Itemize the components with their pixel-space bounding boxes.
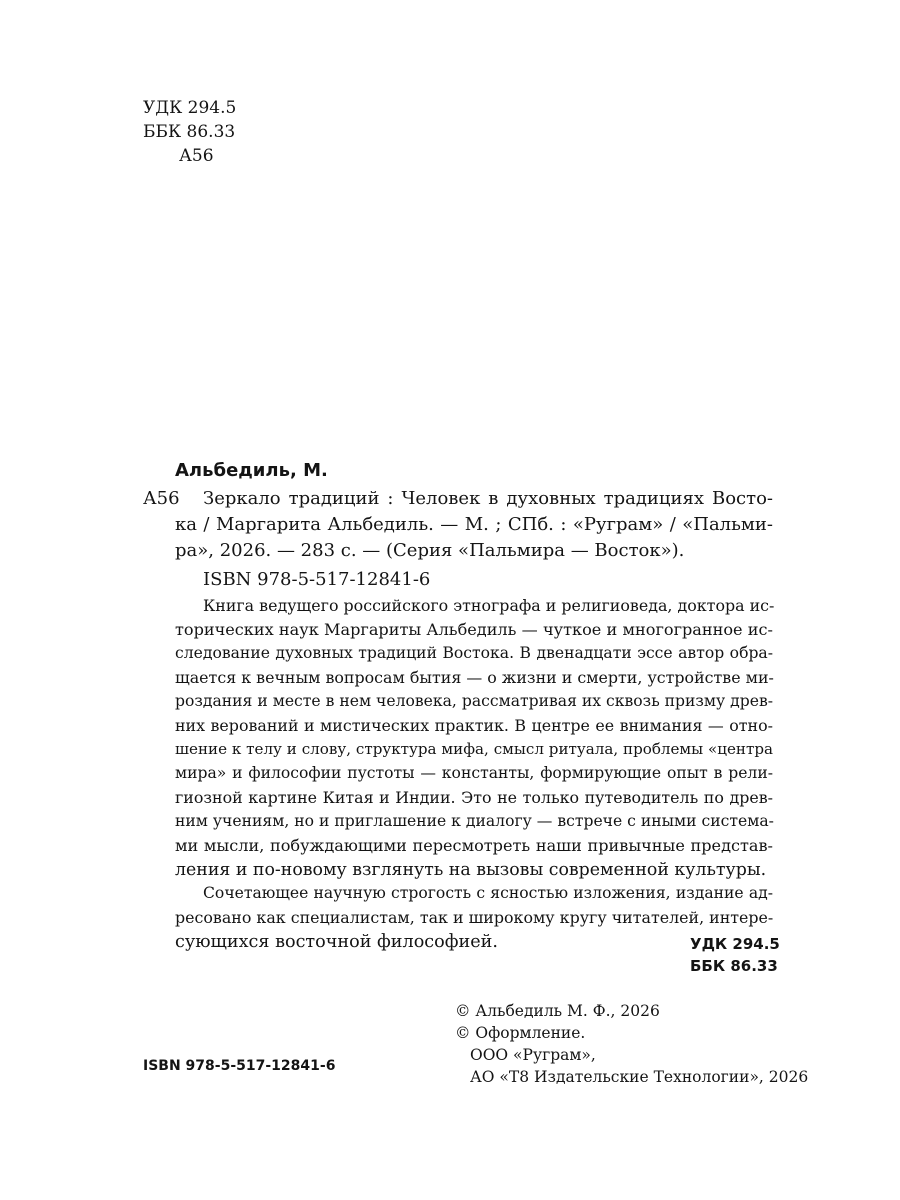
annotation-line: гиозной картине Китая и Индии. Это не только путеводитель по древ-: [175, 788, 773, 807]
annotation-line: шение к телу и слову, структура мифа, смысл ритуала, проблемы «центра: [175, 740, 773, 758]
annotation-line: Сочетающее научную строгость с ясностью изложения, издание ад-: [203, 884, 773, 902]
copyright-block: [455, 1000, 808, 1088]
biblio-line-1: Зеркало традиций : Человек в духовных традициях Восто-: [203, 488, 773, 509]
entry-isbn: ISBN 978-5-517-12841-6: [203, 569, 431, 590]
biblio-line-2: ка / Маргарита Альбедиль. — М. ; СПб. : «Руграм» / «Пальми-: [175, 514, 773, 535]
annotation-line: щается к вечным вопросам бытия — о жизни и смерти, устройстве ми-: [175, 668, 774, 687]
annotation-line: следование духовных традиций Востока. В двенадцати эссе автор обра-: [175, 644, 773, 662]
annotation-line: ресовано как специалистам, так и широкому кругу читателей, интере-: [175, 908, 774, 927]
right-udk-code: УДК 294.5: [690, 935, 780, 953]
annotation-line: ления и по-новому взглянуть на вызовы современной культуры.: [175, 860, 767, 880]
annotation-line: роздания и месте в нем человека, рассматривая их сквозь призму древ-: [175, 692, 774, 710]
annotation-line: ним учениям, но и приглашение к диалогу — встрече с иными система-: [175, 812, 774, 830]
top-udk-code: УДК 294.5: [143, 98, 237, 118]
annotation-line: сующихся восточной философией.: [175, 932, 498, 952]
bottom-isbn: ISBN 978-5-517-12841-6: [143, 1058, 336, 1074]
copyright-publisher-1: ООО «Руграм»,: [470, 1046, 596, 1064]
annotation-line: Книга ведущего российского этнографа и религиоведа, доктора ис-: [203, 596, 775, 615]
top-classification-codes: [143, 96, 236, 168]
entry-author-mark: А56: [143, 488, 180, 509]
annotation-line: них верований и мистических практик. В центре ее внимания — отно-: [175, 716, 773, 735]
copyright-author: © Альбедиль М. Ф., 2026: [455, 1002, 660, 1020]
biblio-line-3: ра», 2026. — 283 с. — (Серия «Пальмира — Восток»).: [175, 540, 685, 561]
right-bbk-code: ББК 86.33: [690, 957, 778, 975]
copyright-publisher-2: АО «Т8 Издательские Технологии», 2026: [470, 1068, 809, 1086]
copyright-design: © Оформление.: [455, 1024, 586, 1042]
annotation-line: мира» и философии пустоты — константы, формирующие опыт в рели-: [175, 764, 773, 782]
author-heading: Альбедиль, М.: [175, 460, 328, 481]
annotation-line: ми мысли, побуждающими пересмотреть наши привычные представ-: [175, 836, 773, 855]
top-bbk-code: ББК 86.33: [143, 122, 236, 142]
right-classification-codes: [690, 933, 780, 977]
top-author-mark: А56: [179, 146, 214, 166]
annotation-line: торических наук Маргариты Альбедиль — чуткое и многогранное ис-: [175, 620, 773, 639]
